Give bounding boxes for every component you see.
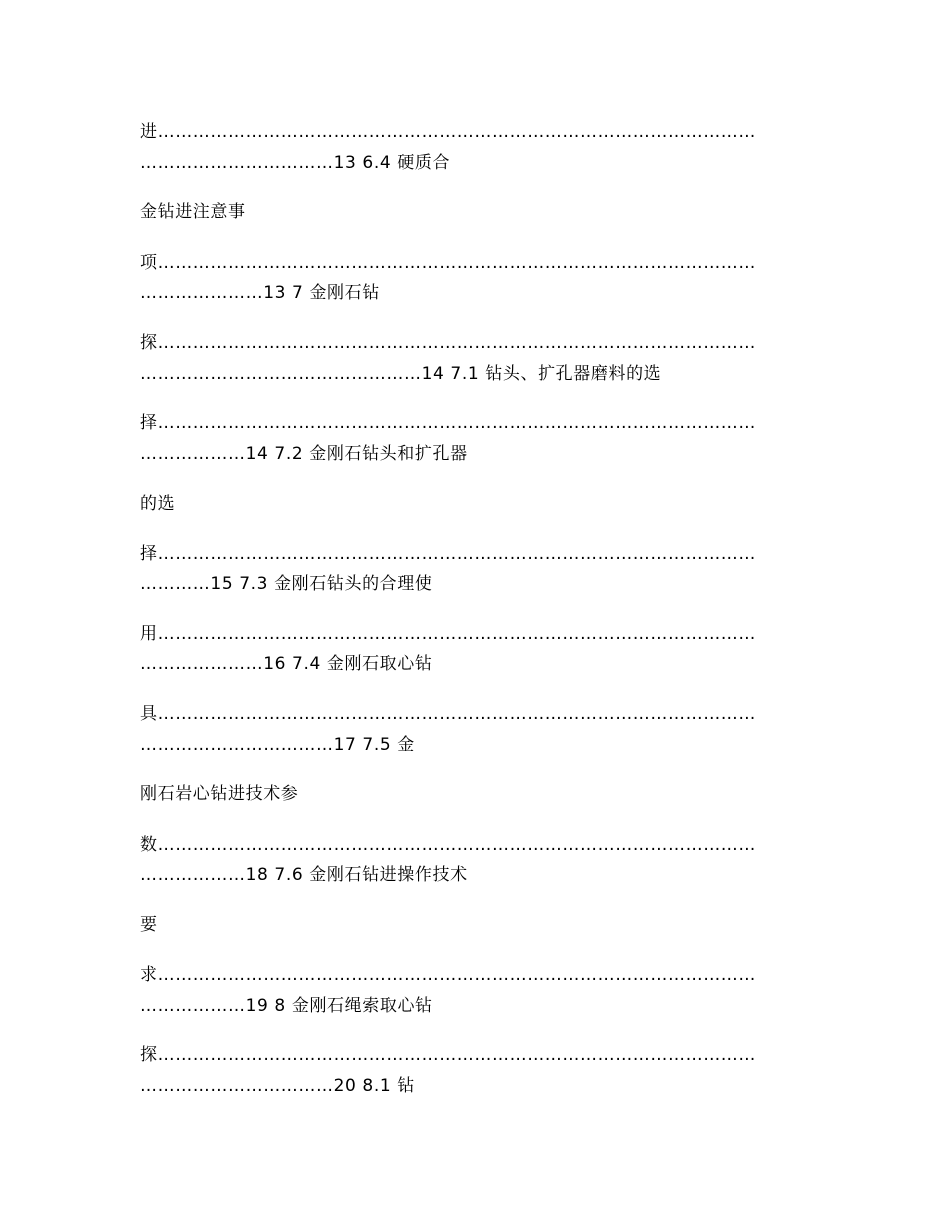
toc-line: 数………………………………………………………………………………………… [140, 835, 756, 855]
toc-line: 用………………………………………………………………………………………… [140, 624, 756, 644]
toc-line: 刚石岩心钻进技术参 [140, 784, 299, 804]
toc-line: 探………………………………………………………………………………………… [140, 333, 756, 353]
toc-line: 择………………………………………………………………………………………… [140, 413, 756, 433]
toc-line: 求………………………………………………………………………………………… [140, 965, 756, 985]
toc-line: 的选 [140, 494, 176, 514]
toc-line: …………………16 7.4 金刚石取心钻 [140, 654, 433, 674]
toc-line: ………………14 7.2 金刚石钻头和扩孔器 [140, 444, 468, 464]
toc-line: ……………………………13 6.4 硬质合 [140, 153, 451, 173]
toc-line: 具………………………………………………………………………………………… [140, 704, 756, 724]
toc-line: ………………19 8 金刚石绳索取心钻 [140, 996, 433, 1016]
toc-line: 项………………………………………………………………………………………… [140, 253, 756, 273]
toc-line: ……………………………20 8.1 钻 [140, 1076, 415, 1096]
toc-line: …………………13 7 金刚石钻 [140, 283, 380, 303]
toc-line: 进………………………………………………………………………………………… [140, 122, 756, 142]
toc-line: 金钻进注意事 [140, 202, 246, 222]
toc-line: 探………………………………………………………………………………………… [140, 1045, 756, 1065]
toc-line: 择………………………………………………………………………………………… [140, 544, 756, 564]
toc-line: 要 [140, 915, 158, 935]
toc-line: …………15 7.3 金刚石钻头的合理使 [140, 574, 433, 594]
toc-line: ………………18 7.6 金刚石钻进操作技术 [140, 865, 468, 885]
toc-line: ……………………………17 7.5 金 [140, 735, 415, 755]
toc-line: …………………………………………14 7.1 钻头、扩孔器磨料的选 [140, 364, 662, 384]
